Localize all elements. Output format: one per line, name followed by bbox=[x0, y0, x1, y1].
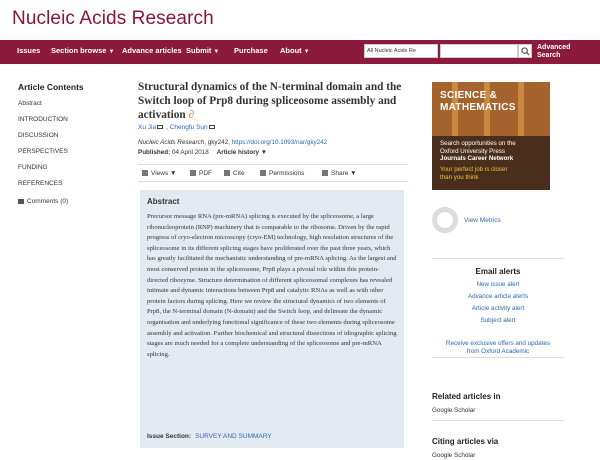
search-input[interactable] bbox=[440, 44, 518, 58]
abstract-text: Precursor message RNA (pre-mRNA) splicing is executed by the spliceosome, a large ribonucleoprotein (RNP) machinery that is comparable to the ribosome. Driven by the rapid progress of cryo-electron microscopy (cryo-EM) technology, high resolution structures of the spliceosome in its different splicing stages have proliferated over the past three years, which has greatly facilitated the mechanistic understanding of pre-mRNA splicing. As the largest and most conserved protein in the spliceosome, Prp8 plays a pivotal role within this protein-directed ribozyme. Structure determination of different spliceosomal complexes has revealed intimate and dynamic interactions between Prp8 and catalytic RNAs as well as with other protein factors during splicing. Here we review the structural dynamics of two elements of Prp8, the N-terminal domain (N-domain) and the Switch loop, and delineate the dynamic organisation and underlying functional significance of these two elements during spliceosome assembly and activation. Further biochemical and structural dissections of idiographic splicing stages are much needed for a complete understanding of the spliceosome and pre-mRNA splicing. bbox=[147, 213, 397, 358]
contents-link-introduction[interactable]: INTRODUCTION bbox=[18, 116, 68, 123]
journal-logo[interactable]: Nucleic Acids Research bbox=[12, 8, 214, 29]
share-button[interactable]: Share ▼ bbox=[322, 170, 357, 177]
new-issue-alert-link[interactable]: New issue alert bbox=[476, 281, 520, 288]
doi-link[interactable]: https://doi.org/10.1093/nar/gky242 bbox=[231, 139, 328, 146]
subject-alert-link[interactable]: Subject alert bbox=[480, 317, 516, 324]
contents-link-perspectives[interactable]: PERSPECTIVES bbox=[18, 148, 68, 155]
chevron-down-icon: ▼ bbox=[213, 49, 220, 55]
site-header bbox=[0, 0, 600, 40]
author-list: Xu Jia , Chengfu Sun bbox=[138, 124, 218, 131]
related-articles-heading: Related articles in bbox=[432, 392, 501, 401]
advanced-search-link[interactable]: Advanced Search bbox=[537, 44, 571, 59]
author-link[interactable]: Xu Jia bbox=[138, 124, 157, 131]
pdf-icon bbox=[190, 170, 196, 176]
nav-issues[interactable]: Issues bbox=[17, 46, 41, 55]
divider bbox=[432, 420, 564, 421]
contents-link-discussion[interactable]: DISCUSSION bbox=[18, 132, 59, 139]
comment-icon bbox=[18, 199, 24, 204]
abstract-heading: Abstract bbox=[147, 197, 180, 206]
permissions-button[interactable]: Permissions bbox=[260, 170, 304, 177]
citing-articles-heading: Citing articles via bbox=[432, 437, 499, 446]
article-history-toggle[interactable]: Article history ▼ bbox=[216, 149, 268, 156]
article-contents-title: Article Contents bbox=[18, 82, 84, 92]
eye-icon bbox=[142, 170, 148, 176]
issue-section: Issue Section: SURVEY AND SUMMARY bbox=[147, 433, 272, 440]
search-button[interactable] bbox=[518, 44, 532, 58]
published-date: 04 April 2018 bbox=[171, 149, 209, 156]
share-icon bbox=[322, 170, 328, 176]
comments-link[interactable]: Comments (0) bbox=[18, 198, 68, 205]
nav-submit[interactable]: Submit ▼ bbox=[186, 46, 220, 55]
article-activity-alert-link[interactable]: Article activity alert bbox=[471, 305, 525, 312]
citing-google-scholar-link[interactable]: Google Scholar bbox=[432, 452, 476, 459]
envelope-icon[interactable] bbox=[209, 125, 215, 129]
pdf-button[interactable]: PDF bbox=[190, 170, 212, 177]
quote-icon bbox=[224, 170, 230, 176]
article-header bbox=[138, 80, 418, 122]
article-contents-nav bbox=[18, 82, 118, 196]
nav-about[interactable]: About ▼ bbox=[280, 46, 310, 55]
nav-purchase[interactable]: Purchase bbox=[234, 46, 268, 55]
contents-link-references[interactable]: REFERENCES bbox=[18, 180, 63, 187]
career-network-ad[interactable] bbox=[432, 82, 550, 190]
contents-link-funding[interactable]: FUNDING bbox=[18, 164, 48, 171]
envelope-icon[interactable] bbox=[157, 125, 163, 129]
nav-advance-articles[interactable]: Advance articles bbox=[122, 46, 182, 55]
author-link[interactable]: Chengfu Sun bbox=[169, 124, 208, 131]
metrics-donut-icon bbox=[432, 207, 458, 233]
search-icon bbox=[521, 47, 530, 56]
views-button[interactable]: Views ▼ bbox=[142, 170, 176, 177]
abstract-section bbox=[140, 190, 404, 448]
open-access-icon: ∂ bbox=[188, 109, 195, 121]
advance-article-alerts-link[interactable]: Advance article alerts bbox=[467, 293, 529, 300]
article-toolbar bbox=[138, 164, 408, 182]
permissions-icon bbox=[260, 170, 266, 176]
issue-section-link[interactable]: SURVEY AND SUMMARY bbox=[195, 433, 272, 440]
ad-tagline: Your perfect job is closer than you think bbox=[440, 166, 508, 181]
publication-info: Published: 04 April 2018 Article history ▼ bbox=[138, 149, 268, 156]
chevron-down-icon: ▼ bbox=[108, 49, 115, 55]
exclusive-offers-link[interactable]: Receive exclusive offers and updates from Oxford Academic bbox=[445, 340, 551, 355]
view-metrics-link[interactable]: View Metrics bbox=[464, 217, 501, 224]
article-title: Structural dynamics of the N-terminal domain and the Switch loop of Prp8 during spliceosome assembly and activation ∂ bbox=[138, 81, 402, 121]
ad-headline: SCIENCE & MATHEMATICS bbox=[440, 90, 516, 113]
contents-link-abstract[interactable]: Abstract bbox=[18, 100, 42, 107]
chevron-down-icon: ▼ bbox=[303, 49, 310, 55]
related-google-scholar-link[interactable]: Google Scholar bbox=[432, 407, 476, 414]
email-alerts-title: Email alerts bbox=[475, 267, 521, 276]
citation-line: Nucleic Acids Research, gky242, https://doi.org/10.1093/nar/gky242 bbox=[138, 139, 328, 146]
cite-button[interactable]: Cite bbox=[224, 170, 245, 177]
ad-text: Search opportunities on the Oxford University Press Journals Career Network bbox=[440, 140, 516, 162]
nav-section-browse[interactable]: Section browse ▼ bbox=[51, 46, 115, 55]
search-scope-select[interactable]: All Nucleic Acids Re bbox=[364, 44, 438, 58]
